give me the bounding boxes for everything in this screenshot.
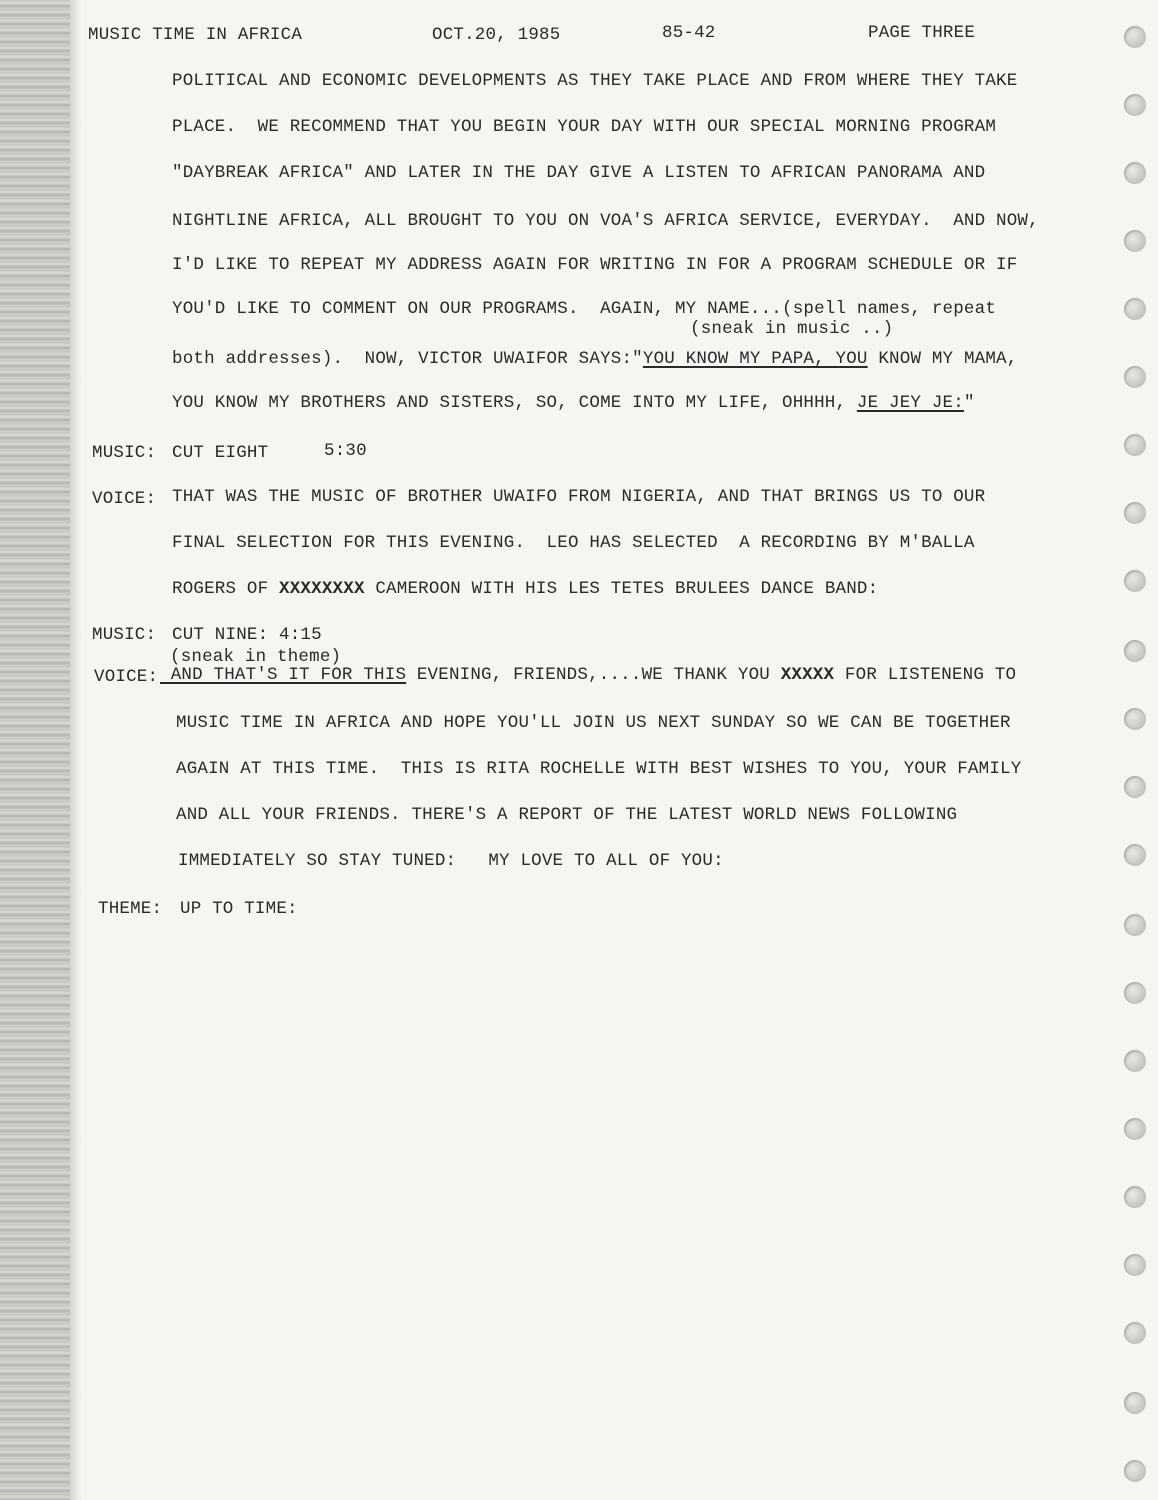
body-line: I'D LIKE TO REPEAT MY ADDRESS AGAIN FOR WRITING IN FOR A PROGRAM SCHEDULE OR IF (172, 255, 1018, 275)
struck-out-text: XXXXXXXX (279, 579, 365, 599)
punch-hole-icon (1124, 570, 1146, 592)
music-cue-text: CUT EIGHT (172, 443, 269, 463)
theme-cue-text: UP TO TIME: (180, 899, 298, 919)
punch-hole-icon (1124, 1186, 1146, 1208)
punch-hole-icon (1124, 26, 1146, 48)
music-cue-label: MUSIC: (92, 625, 157, 645)
body-line: YOU'D LIKE TO COMMENT ON OUR PROGRAMS. AGAIN, MY NAME...(spell names, repeat (172, 299, 997, 319)
body-line: YOU KNOW MY BROTHERS AND SISTERS, SO, COME INTO MY LIFE, OHHHH, JE JEY JE:" (172, 393, 975, 413)
punch-hole-icon (1124, 1460, 1146, 1482)
punch-hole-icon (1124, 914, 1146, 936)
underlined-lyric: JE JEY JE: (856, 393, 964, 413)
punch-hole-icon (1124, 1118, 1146, 1140)
header-date: OCT.20, 1985 (432, 25, 561, 45)
punch-hole-icon (1124, 94, 1146, 116)
header-page: PAGE THREE (868, 23, 976, 43)
voice-line: FINAL SELECTION FOR THIS EVENING. LEO HAS SELECTED A RECORDING BY M'BALLA (172, 533, 975, 553)
punch-hole-icon (1124, 708, 1146, 730)
voice-line: AND ALL YOUR FRIENDS. THERE'S A REPORT OF THE LATEST WORLD NEWS FOLLOWING (176, 805, 958, 825)
punch-hole-icon (1124, 1392, 1146, 1414)
punch-hole-icon (1124, 1050, 1146, 1072)
body-line: PLACE. WE RECOMMEND THAT YOU BEGIN YOUR DAY WITH OUR SPECIAL MORNING PROGRAM (172, 117, 997, 137)
binding-strip (0, 0, 70, 1500)
voice-cue-label: VOICE: (94, 667, 159, 687)
header-program: MUSIC TIME IN AFRICA (88, 25, 303, 45)
header-number: 85-42 (662, 23, 716, 43)
underlined-lyric: YOU KNOW MY PAPA, YOU (642, 349, 868, 369)
punch-hole-icon (1124, 434, 1146, 456)
voice-line: ROGERS OF XXXXXXXX CAMEROON WITH HIS LES TETES BRULEES DANCE BAND: (172, 579, 879, 599)
music-cue-label: MUSIC: (92, 443, 157, 463)
punch-hole-icon (1124, 640, 1146, 662)
body-line: NIGHTLINE AFRICA, ALL BROUGHT TO YOU ON VOA'S AFRICA SERVICE, EVERYDAY. AND NOW, (172, 211, 1039, 231)
punch-hole-icon (1124, 298, 1146, 320)
punch-hole-icon (1124, 502, 1146, 524)
punch-hole-icon (1124, 1322, 1146, 1344)
voice-line: THAT WAS THE MUSIC OF BROTHER UWAIFO FROM NIGERIA, AND THAT BRINGS US TO OUR (172, 487, 986, 507)
punch-hole-icon (1124, 982, 1146, 1004)
voice-cue-label: VOICE: (92, 489, 157, 509)
body-line: "DAYBREAK AFRICA" AND LATER IN THE DAY GIVE A LISTEN TO AFRICAN PANORAMA AND (172, 163, 986, 183)
voice-line: IMMEDIATELY SO STAY TUNED: MY LOVE TO ALL OF YOU: (178, 851, 724, 871)
theme-cue-label: THEME: (98, 899, 163, 919)
stage-note: (sneak in theme) (170, 647, 342, 667)
punch-hole-icon (1124, 230, 1146, 252)
stage-note: (sneak in music ..) (690, 319, 894, 339)
music-cue-time: 5:30 (324, 441, 367, 461)
body-line: both addresses). NOW, VICTOR UWAIFOR SAYS:"YOU KNOW MY PAPA, YOU KNOW MY MAMA, (172, 349, 1018, 369)
underlined-phrase: AND THAT'S IT FOR THIS (160, 665, 407, 685)
punch-hole-icon (1124, 162, 1146, 184)
body-line: POLITICAL AND ECONOMIC DEVELOPMENTS AS THEY TAKE PLACE AND FROM WHERE THEY TAKE (172, 71, 1018, 91)
punch-hole-icon (1124, 1254, 1146, 1276)
voice-line: AND THAT'S IT FOR THIS EVENING, FRIENDS,....WE THANK YOU XXXXX FOR LISTENENG TO (160, 665, 1017, 685)
punch-hole-icon (1124, 776, 1146, 798)
voice-line: MUSIC TIME IN AFRICA AND HOPE YOU'LL JOIN US NEXT SUNDAY SO WE CAN BE TOGETHER (176, 713, 1011, 733)
struck-out-text: XXXXX (780, 665, 835, 685)
punch-hole-icon (1124, 366, 1146, 388)
music-cue-text: CUT NINE: 4:15 (172, 625, 322, 645)
punch-hole-icon (1124, 844, 1146, 866)
voice-line: AGAIN AT THIS TIME. THIS IS RITA ROCHELLE WITH BEST WISHES TO YOU, YOUR FAMILY (176, 759, 1022, 779)
